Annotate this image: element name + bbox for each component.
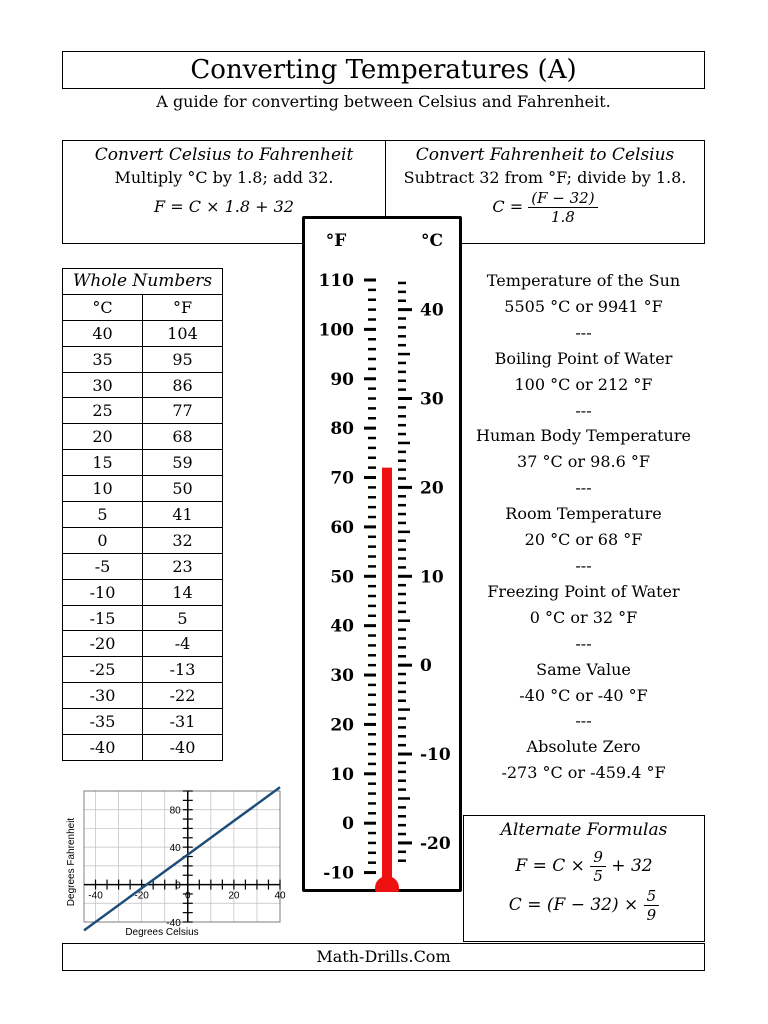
footer-box [62,943,705,971]
fact-name: Room Temperature [505,504,662,524]
y-axis-label: Degrees Fahrenheit [66,817,77,907]
cell-celsius: 25 [63,398,143,424]
cell-celsius: -40 [63,735,143,761]
c-tick-label: 40 [420,300,444,321]
alt-f-denominator: 5 [593,867,603,885]
cell-fahrenheit: 23 [143,553,223,579]
cell-fahrenheit: -22 [143,683,223,709]
f2c-heading: Convert Fahrenheit to Celsius [415,145,675,165]
fact-name: Temperature of the Sun [486,271,681,290]
whole-numbers-table [62,268,223,761]
f-tick-label: 60 [330,517,354,538]
alt-f-rhs: + 32 [611,856,653,876]
cell-fahrenheit: -4 [143,631,223,657]
f2c-denominator: 1.8 [550,208,575,226]
table-row [63,735,223,761]
title-box [62,51,705,89]
cell-celsius: 35 [63,346,143,372]
conversion-graph [64,782,286,940]
table-row [63,657,223,683]
c-tick-label: 10 [420,567,444,588]
cell-fahrenheit: 86 [143,372,223,398]
x-tick-label: 40 [274,890,286,902]
fact-value: 100 °C or 212 °F [514,374,653,394]
footer-credit: Math-Drills.Com [316,947,451,966]
f-tick-label: 20 [330,715,354,736]
c2f-heading: Convert Celsius to Fahrenheit [94,145,354,165]
table-caption: Whole Numbers [63,269,223,295]
x-tick-label: -40 [88,890,103,902]
f-tick-label: 80 [330,419,354,440]
cell-celsius: 0 [63,527,143,553]
f2c-rule: Subtract 32 from °F; divide by 1.8. [403,168,687,187]
fact-value: 37 °C or 98.6 °F [517,452,650,472]
table-row [63,398,223,424]
fact-value: 5505 °C or 9941 °F [504,296,663,316]
c2f-formula-rhs: = C × 1.8 + 32 [170,197,294,216]
alt-c-fraction [644,887,660,924]
alternate-formula-c [464,887,704,924]
y-tick-label: -40 [166,918,181,929]
table-row [63,424,223,450]
alt-c-lhs: C = (F − 32) × [508,895,639,915]
fact-name: Human Body Temperature [476,426,691,446]
table-row [63,605,223,631]
x-tick-label: 20 [228,890,240,902]
temperature-facts [462,268,705,786]
alt-c-denominator: 9 [646,906,657,924]
f-tick-label: 100 [318,320,354,341]
f-tick-label: 10 [330,764,354,785]
cell-celsius: 5 [63,502,143,528]
mercury-column [382,468,392,888]
cell-fahrenheit: 77 [143,398,223,424]
cell-celsius: 20 [63,424,143,450]
f-tick-label: 30 [330,666,354,687]
plot-frame [84,791,280,922]
table-row [63,579,223,605]
f2c-numerator: (F − 32) [528,189,597,208]
fact-name: Freezing Point of Water [487,581,680,601]
cell-celsius: -15 [63,605,143,631]
cell-celsius: -20 [63,631,143,657]
cell-fahrenheit: -40 [143,735,223,761]
c2f-rule: Multiply °C by 1.8; add 32. [114,168,334,187]
alt-c-numerator: 5 [644,887,660,906]
celsius-scale-label: °C [420,231,444,251]
cell-celsius: -5 [63,553,143,579]
y-tick-label: 80 [169,805,181,817]
f-tick-label: 90 [330,369,354,390]
alternate-formula-f [464,848,704,885]
cell-celsius: -35 [63,709,143,735]
y-tick-label: 0 [175,880,181,892]
table-row [63,346,223,372]
page-title: Converting Temperatures (A) [190,55,577,85]
c-tick-label: 30 [420,389,444,410]
f-tick-label: 50 [330,567,354,588]
fact-value: 20 °C or 68 °F [524,530,643,550]
y-tick-label: 40 [169,843,181,855]
mercury-bulb [375,876,399,892]
cell-celsius: 10 [63,476,143,502]
cell-celsius: 15 [63,450,143,476]
table-row [63,683,223,709]
x-tick-label: -20 [134,890,149,902]
cell-fahrenheit: 50 [143,476,223,502]
fahrenheit-scale-label: °F [325,231,347,251]
alternate-heading: Alternate Formulas [500,820,668,840]
cell-celsius: -10 [63,579,143,605]
f2c-fraction [528,189,597,226]
fact-separator: --- [575,711,592,731]
x-axis-label: Degrees Celsius [125,927,199,938]
c-tick-label: 20 [420,478,444,499]
cell-fahrenheit: 104 [143,320,223,346]
cell-celsius: 30 [63,372,143,398]
fact-name: Absolute Zero [526,737,641,757]
cell-fahrenheit: -13 [143,657,223,683]
cell-celsius: -30 [63,683,143,709]
x-tick-label: 0 [184,890,191,902]
f-tick-label: 0 [342,814,354,835]
alt-f-numerator: 9 [590,848,606,867]
thermometer [302,216,462,892]
f-tick-label: -10 [323,863,354,884]
c2f-formula [63,197,385,216]
cell-fahrenheit: 68 [143,424,223,450]
table-row [63,631,223,657]
f2c-formula-lhs: C = [492,197,524,216]
series-line [84,787,280,930]
cell-celsius: -25 [63,657,143,683]
cell-fahrenheit: 59 [143,450,223,476]
c-tick-label: -10 [420,745,451,766]
table-row [63,450,223,476]
table-row [63,476,223,502]
table-row [63,502,223,528]
table-row [63,372,223,398]
f-tick-label: 70 [330,468,354,489]
fact-separator: --- [575,478,592,498]
fact-name: Boiling Point of Water [494,348,673,368]
c-tick-label: 0 [420,656,432,677]
c-tick-label: -20 [420,833,451,854]
fact-separator: --- [575,322,592,342]
column-header-fahrenheit: °F [143,294,223,320]
fact-value: -40 °C or -40 °F [519,685,648,705]
column-header-celsius: °C [63,294,143,320]
alt-f-fraction [590,848,606,885]
subtitle: A guide for converting between Celsius and Fahrenheit. [156,92,611,111]
alternate-formulas-box [463,815,705,942]
fact-separator: --- [575,633,592,653]
fact-name: Same Value [536,659,631,679]
cell-fahrenheit: 41 [143,502,223,528]
table-row [63,320,223,346]
fact-value: -273 °C or -459.4 °F [501,763,666,783]
table-row [63,553,223,579]
cell-celsius: 40 [63,320,143,346]
table-body [63,320,223,760]
table-row [63,709,223,735]
fact-separator: --- [575,555,592,575]
table-row [63,527,223,553]
cell-fahrenheit: -31 [143,709,223,735]
f-tick-label: 40 [330,616,354,637]
alt-f-lhs: F = C × [515,856,585,876]
f-tick-label: 110 [318,271,354,291]
fact-value: 0 °C or 32 °F [529,607,638,627]
fact-separator: --- [575,400,592,420]
cell-fahrenheit: 5 [143,605,223,631]
cell-fahrenheit: 14 [143,579,223,605]
cell-fahrenheit: 95 [143,346,223,372]
c2f-formula-lhs: F [154,197,166,216]
cell-fahrenheit: 32 [143,527,223,553]
